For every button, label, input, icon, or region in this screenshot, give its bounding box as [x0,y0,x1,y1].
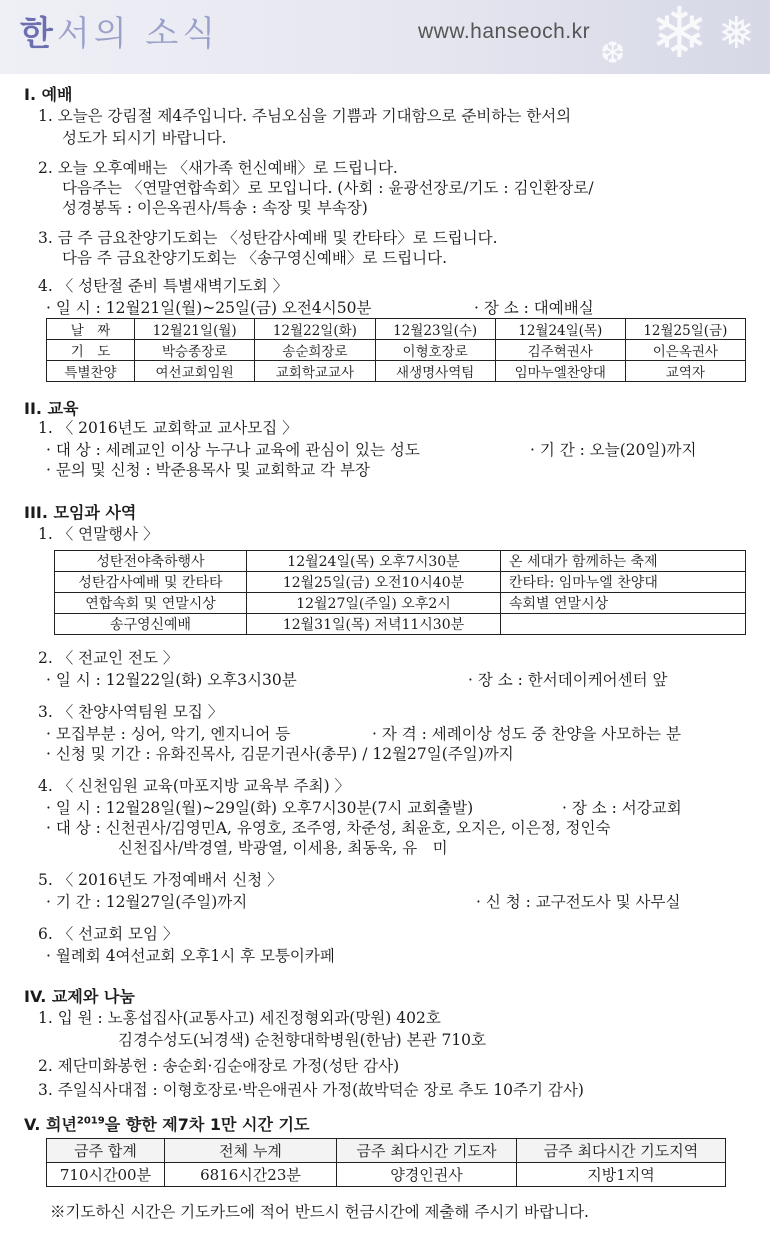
table-cell: 12월31일(목) 저녁11시30분 [247,614,501,635]
table-cell: 12월22일(화) [255,319,375,340]
table-cell [501,614,746,635]
table-header-cell: 금주 합계 [47,1139,165,1163]
table-cell: 새생명사역팀 [375,361,495,382]
dawn-prayer-table [46,318,746,382]
meetings-item-2: 2. 〈 전교인 전도 〉 [38,649,179,667]
table-cell: 성탄전야축하행사 [55,551,247,572]
table-cell: 12월25일(금) 오전10시40분 [247,572,501,593]
dawn-prayer-time: · 일 시 : 12월21일(월)~25일(금) 오전4시50분 [46,299,372,317]
worship-item-3-cont: 다음 주 금요찬양기도회는 〈송구영신예배〉로 드립니다. [62,249,448,267]
table-cell: 6816시간23분 [165,1163,337,1187]
mission-meeting-text: · 월례회 4여선교회 오후1시 후 모퉁이카페 [46,947,335,965]
table-cell: 송순희장로 [255,340,375,361]
prayer-hours-table [46,1138,726,1187]
table-row [55,551,746,572]
officer-training-target-cont: 신천집사/박경열, 박광열, 이세용, 최동욱, 유 미 [118,839,448,857]
meetings-item-5: 5. 〈 2016년도 가정예배서 신청 〉 [38,871,283,889]
section-worship-title: I. 예배 [24,85,73,104]
table-cell: 기 도 [47,340,135,361]
table-cell: 이형호장로 [375,340,495,361]
worship-item-2-cont: 성경봉독 : 이은옥권사/특송 : 속장 및 부속장) [62,199,368,217]
table-row [47,340,746,361]
year-end-events-table [54,550,746,635]
table-cell: 성탄감사예배 및 칸타타 [55,572,247,593]
altar-flower-offering: 2. 제단미화봉헌 : 송순회·김순애장로 가정(성탄 감사) [38,1057,400,1075]
meetings-item-4: 4. 〈 신천임원 교육(마포지방 교육부 주최) 〉 [38,777,351,795]
snowflake-icon: ❅ [718,8,755,59]
table-cell: 교회학교교사 [255,361,375,382]
table-cell: 12월23일(수) [375,319,495,340]
officer-training-target: · 대 상 : 신천권사/김영민A, 유영호, 조주영, 차준성, 최윤호, 오지은, 이은정, 정인숙 [46,819,611,837]
prayer-card-note: ※기도하신 시간은 기도카드에 적어 반드시 헌금시간에 제출해 주시기 바랍니다. [50,1203,589,1221]
table-cell: 12월24일(목) [495,319,625,340]
hospitalized-1: 1. 입 원 : 노홍섭집사(교통사고) 세진정형외과(망원) 402호 [38,1009,441,1027]
table-cell: 지방1지역 [517,1163,726,1187]
website-url[interactable]: www.hanseoch.kr [418,20,591,43]
table-row [47,319,746,340]
worship-item-2: 2. 오늘 오후예배는 〈새가족 헌신예배〉로 드립니다. [38,159,398,177]
family-worship-apply: · 신 청 : 교구전도사 및 사무실 [476,893,681,911]
praise-team-parts: · 모집부분 : 싱어, 악기, 엔지니어 등 [46,725,291,743]
table-cell: 날 짜 [47,319,135,340]
table-cell: 12월27일(주일) 오후2시 [247,593,501,614]
table-cell: 교역자 [625,361,745,382]
section-education-title: II. 교육 [24,399,79,418]
table-row [47,1163,726,1187]
evangelism-place: · 장 소 : 한서데이케어센터 앞 [468,671,668,689]
table-cell: 칸타타: 임마누엘 찬양대 [501,572,746,593]
sunday-meal-host: 3. 주일식사대접 : 이형호장로·박은애권사 가정(故박덕순 장로 추도 10주기 감사) [38,1081,584,1099]
table-cell: 속회별 연말시상 [501,593,746,614]
table-cell: 송구영신예배 [55,614,247,635]
meetings-item-6: 6. 〈 선교회 모임 〉 [38,925,179,943]
section-meetings-title: III. 모임과 사역 [24,503,137,522]
table-header-cell: 전체 누계 [165,1139,337,1163]
table-cell: 12월21일(월) [135,319,255,340]
table-header-cell: 금주 최다시간 기도자 [337,1139,517,1163]
newsletter-title: 한서의 소식 [20,14,220,54]
officer-training-time: · 일 시 : 12월28일(월)~29일(화) 오후7시30분(7시 교회출발) [46,799,474,817]
newsletter-header [0,0,770,74]
table-cell: 박승종장로 [135,340,255,361]
snowflake-icon: ❆ [600,36,626,71]
table-cell: 김주혁권사 [495,340,625,361]
section-fellowship-title: IV. 교제와 나눔 [24,987,135,1006]
meetings-item-1: 1. 〈 연말행사 〉 [38,525,159,543]
table-row [55,572,746,593]
table-cell: 임마누엘찬양대 [495,361,625,382]
table-row [55,614,746,635]
teacher-recruit-period: · 기 간 : 오늘(20일)까지 [530,441,697,459]
praise-team-qualification: · 자 격 : 세례이상 성도 중 찬양을 사모하는 분 [372,725,682,743]
table-row [47,361,746,382]
education-item-1: 1. 〈 2016년도 교회학교 교사모집 〉 [38,419,298,437]
table-cell: 12월25일(금) [625,319,745,340]
worship-item-1: 1. 오늘은 강림절 제4주입니다. 주님오심을 기쁨과 기대함으로 준비하는 한서의 [38,107,572,125]
dawn-prayer-place: · 장 소 : 대예배실 [474,299,594,317]
table-cell: 연합속회 및 연말시상 [55,593,247,614]
worship-item-4: 4. 〈 성탄절 준비 특별새벽기도회 〉 [38,277,289,295]
table-cell: 특별찬양 [47,361,135,382]
table-cell: 710시간00분 [47,1163,165,1187]
section-prayer-title: V. 희년$^{2019}$을 향한 제7차 1만 시간 기도 [24,1115,310,1134]
officer-training-place: · 장 소 : 서강교회 [562,799,682,817]
table-row [55,593,746,614]
table-cell: 12월24일(목) 오후7시30분 [247,551,501,572]
table-cell: 이은옥권사 [625,340,745,361]
evangelism-time: · 일 시 : 12월22일(화) 오후3시30분 [46,671,297,689]
table-row [47,1139,726,1163]
teacher-recruit-target: · 대 상 : 세례교인 이상 누구나 교육에 관심이 있는 성도 [46,441,420,459]
worship-item-3: 3. 금 주 금요찬양기도회는 〈성탄감사예배 및 칸타타〉로 드립니다. [38,229,498,247]
hospitalized-2: 김경수성도(뇌경색) 순천향대학병원(한남) 본관 710호 [118,1031,487,1049]
table-cell: 양경인권사 [337,1163,517,1187]
worship-item-2-cont: 다음주는 〈연말연합속회〉로 모입니다. (사회 : 윤광선장로/기도 : 김인환장로/ [62,179,594,197]
table-cell: 온 세대가 함께하는 축제 [501,551,746,572]
teacher-recruit-contact: · 문의 및 신청 : 박준용목사 및 교회학교 각 부장 [46,461,371,479]
praise-team-apply: · 신청 및 기간 : 유화진목사, 김문기권사(총무) / 12월27일(주일)까지 [46,745,514,763]
table-cell: 여선교회임원 [135,361,255,382]
snowflake-icon: ❄ [650,0,709,74]
meetings-item-3: 3. 〈 찬양사역팀원 모집 〉 [38,703,224,721]
family-worship-period: · 기 간 : 12월27일(주일)까지 [46,893,248,911]
worship-item-1-cont: 성도가 되시기 바랍니다. [62,129,227,147]
table-header-cell: 금주 최다시간 기도지역 [517,1139,726,1163]
